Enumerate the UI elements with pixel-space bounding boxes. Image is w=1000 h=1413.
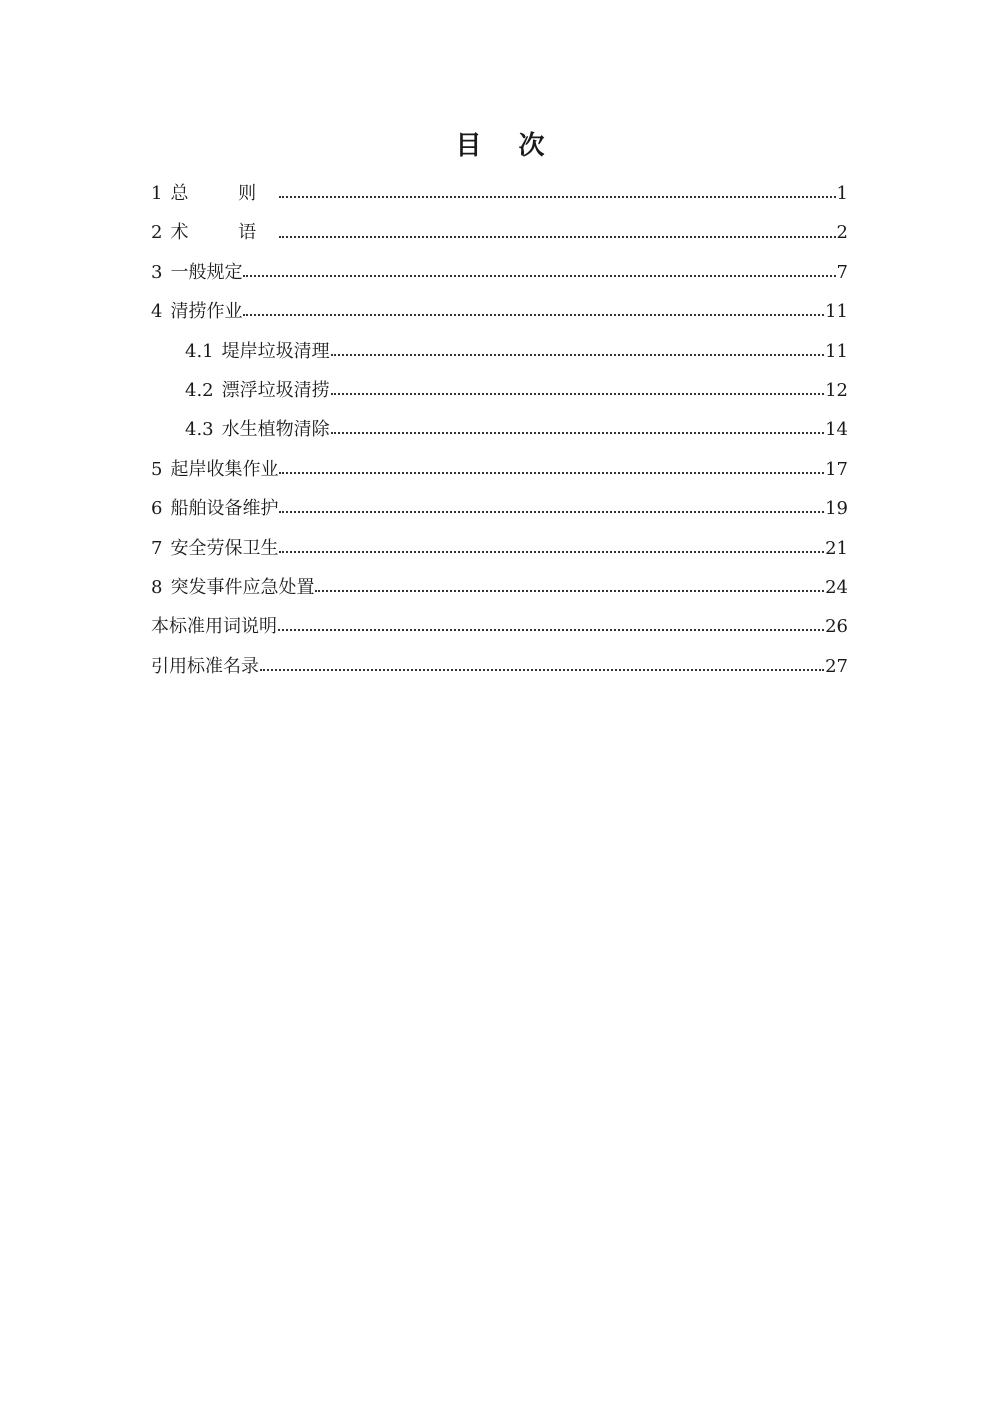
toc-page-number: 14 [825, 419, 848, 441]
toc-entry[interactable] [151, 174, 848, 213]
toc-entry-title: 堤岸垃圾清理 [221, 340, 330, 362]
toc-page-number: 27 [825, 655, 848, 677]
toc-dot-leader [315, 575, 824, 593]
toc-entry-title: 总 则 [170, 183, 279, 204]
toc-entry-title: 术 语 [170, 222, 279, 244]
toc-dot-leader [278, 614, 824, 632]
toc-entry-number: 1 [151, 183, 163, 204]
toc-page-number: 24 [825, 576, 848, 598]
toc-entry-title: 船舶设备维护 [170, 498, 279, 520]
toc-dot-leader [279, 181, 835, 199]
toc-entry-title: 安全劳保卫生 [170, 537, 279, 559]
toc-entry-number: 5 [151, 458, 163, 480]
toc-entry-title: 漂浮垃圾清捞 [221, 379, 330, 401]
toc-entry-number: 4 [151, 301, 163, 323]
toc-page-number: 11 [825, 340, 848, 362]
toc-entry-number: 8 [151, 576, 163, 598]
toc-dot-leader [243, 260, 835, 278]
toc-entry-title: 水生植物清除 [221, 419, 330, 441]
toc-entry-title: 起岸收集作业 [170, 458, 279, 480]
toc-entry-number: 2 [151, 222, 163, 244]
toc-dot-leader [260, 654, 824, 672]
toc-dot-leader [279, 457, 824, 475]
toc-page-number: 2 [836, 222, 848, 244]
toc-entry-number: 4.1 [185, 340, 214, 362]
toc-entry[interactable] [151, 253, 848, 292]
toc-list [151, 174, 848, 686]
toc-subentry[interactable] [151, 332, 848, 371]
toc-subentry[interactable] [151, 371, 848, 410]
toc-title: 目 次 [455, 131, 559, 161]
toc-entry[interactable] [151, 647, 848, 686]
toc-entry-title: 本标准用词说明 [151, 616, 277, 638]
toc-dot-leader [279, 220, 835, 238]
toc-subentry[interactable] [151, 410, 848, 449]
toc-page-number: 19 [825, 498, 848, 520]
toc-entry-title: 引用标准名录 [151, 655, 259, 677]
toc-entry[interactable] [151, 450, 848, 489]
toc-entry-number: 4.2 [185, 379, 214, 401]
toc-entry[interactable] [151, 213, 848, 252]
toc-entry-title: 一般规定 [170, 261, 243, 283]
toc-page-number: 11 [825, 301, 848, 323]
toc-page-number: 7 [836, 261, 848, 283]
toc-page-number: 26 [825, 616, 848, 638]
toc-dot-leader [331, 339, 824, 357]
toc-entry[interactable] [151, 489, 848, 528]
toc-entry[interactable] [151, 529, 848, 568]
toc-page-number: 12 [825, 379, 848, 401]
toc-dot-leader [331, 417, 824, 435]
toc-entry-number: 7 [151, 537, 163, 559]
toc-entry[interactable] [151, 292, 848, 331]
toc-page-number: 1 [836, 183, 848, 204]
toc-dot-leader [331, 378, 824, 396]
toc-dot-leader [279, 536, 824, 554]
toc-dot-leader [243, 299, 824, 317]
toc-entry[interactable] [151, 568, 848, 607]
toc-entry-number: 3 [151, 261, 163, 283]
toc-entry-title: 突发事件应急处置 [170, 576, 315, 598]
toc-entry-title: 清捞作业 [170, 301, 243, 323]
toc-page-number: 21 [825, 537, 848, 559]
toc-dot-leader [279, 496, 824, 514]
toc-entry[interactable] [151, 607, 848, 646]
toc-entry-number: 6 [151, 498, 163, 520]
toc-page-number: 17 [825, 458, 848, 480]
toc-entry-number: 4.3 [185, 419, 214, 441]
